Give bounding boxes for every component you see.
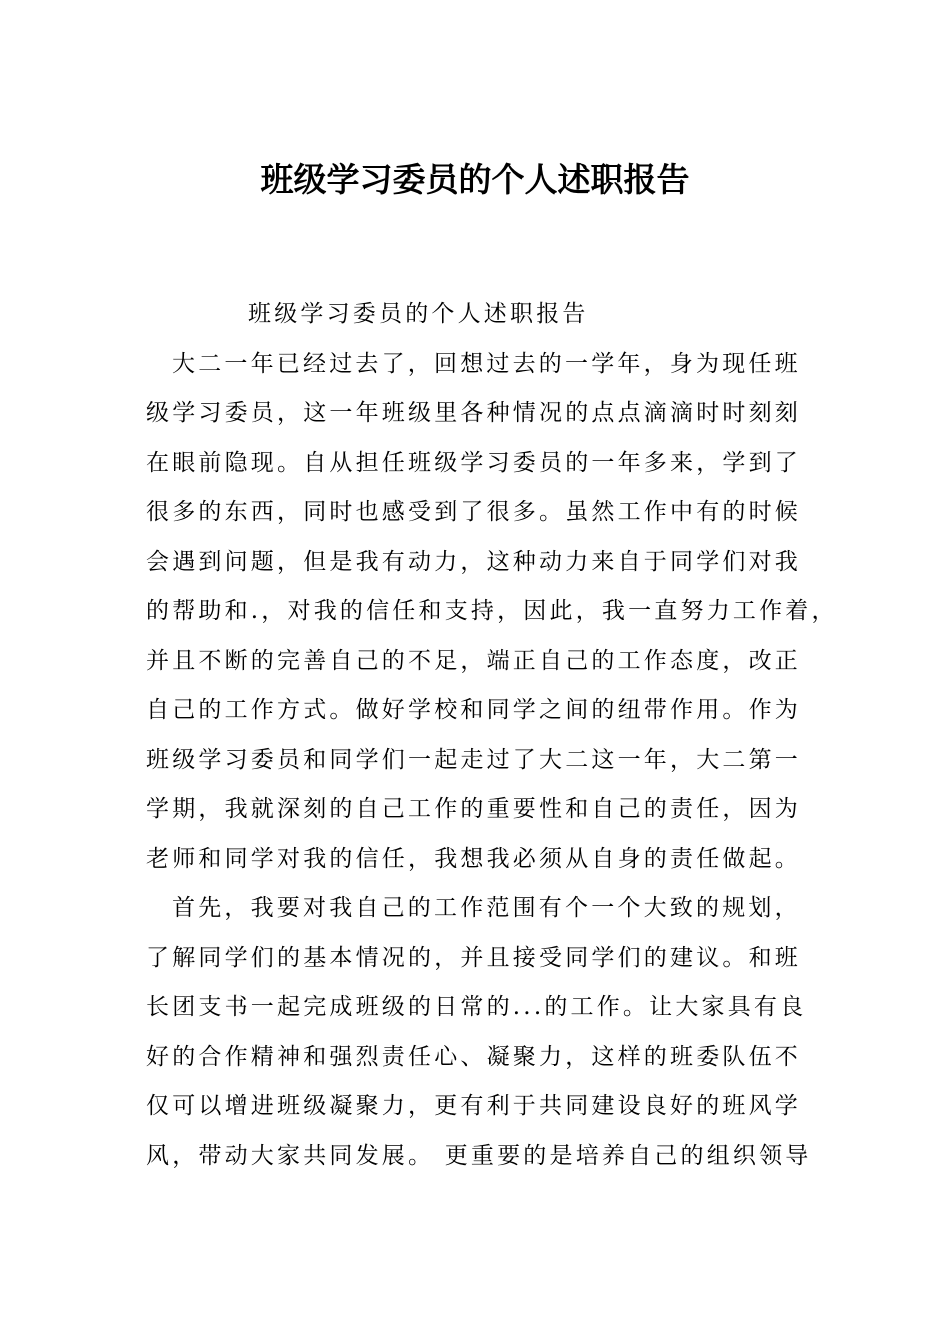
text-line: 首先，我要对我自己的工作范围有个一个大致的规划， [172, 895, 801, 921]
document-body [146, 290, 838, 1181]
document-subtitle: 班级学习委员的个人述职报告 [248, 301, 589, 327]
text-line: 风，带动大家共同发展。 更重要的是培养自己的组织领导 [146, 1142, 812, 1169]
text-line: 在眼前隐现。自从担任班级学习委员的一年多来，学到了 [146, 449, 801, 476]
text-line: 学期，我就深刻的自己工作的重要性和自己的责任，因为 [146, 796, 801, 822]
text-line: 好的合作精神和强烈责任心、凝聚力，这样的班委队伍不 [146, 1043, 801, 1070]
text-line: 了解同学们的基本情况的，并且接受同学们的建议。和班 [146, 944, 801, 971]
document-title: 班级学习委员的个人述职报告 [260, 160, 690, 199]
text-line: 级学习委员，这一年班级里各种情况的点点滴滴时时刻刻 [146, 400, 801, 426]
text-line: 仅可以增进班级凝聚力，更有利于共同建设良好的班风学 [146, 1093, 801, 1119]
text-line: 长团支书一起完成班级的日常的...的工作。让大家具有良 [146, 994, 807, 1020]
text-line: 班级学习委员和同学们一起走过了大二这一年，大二第一 [146, 746, 801, 773]
text-line: 自己的工作方式。做好学校和同学之间的纽带作用。作为 [146, 697, 801, 723]
text-line: 并且不断的完善自己的不足，端正自己的工作态度，改正 [146, 647, 801, 674]
text-line: 大二一年已经过去了，回想过去的一学年，身为现任班 [172, 350, 801, 377]
text-line: 的帮助和.，对我的信任和支持，因此，我一直努力工作着， [146, 598, 838, 624]
text-line: 会遇到问题，但是我有动力，这种动力来自于同学们对我 [146, 548, 801, 575]
text-line: 老师和同学对我的信任，我想我必须从自身的责任做起。 [146, 845, 801, 872]
text-line: 很多的东西，同时也感受到了很多。虽然工作中有的时候 [146, 499, 801, 525]
